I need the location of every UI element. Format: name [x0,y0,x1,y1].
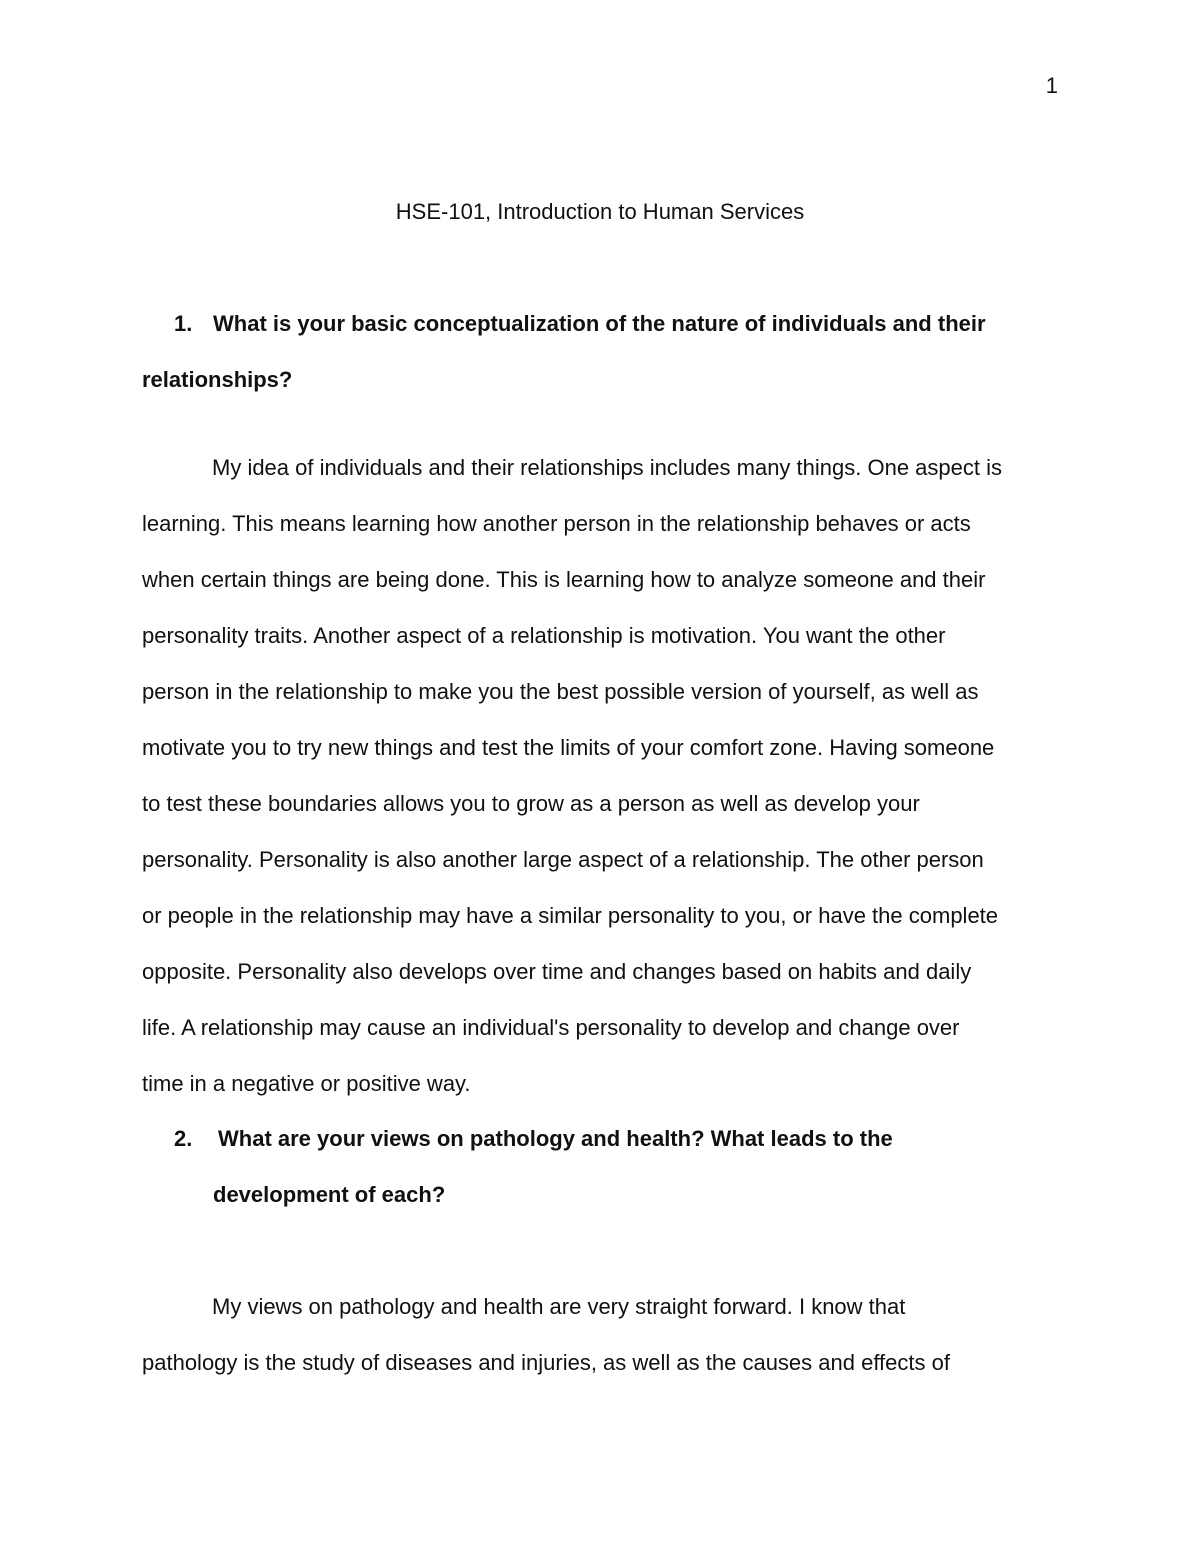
question-1-number: 1. [174,311,193,336]
question-2-number: 2. [174,1126,193,1151]
document-title: HSE-101, Introduction to Human Services [395,199,805,224]
question-1-line-1: What is your basic conceptualization of the nature of individuals and their [213,311,986,336]
answer-1-line: when certain things are being done. This is learning how to analyze someone and their [142,567,986,592]
answer-1-line: opposite. Personality also develops over time and changes based on habits and daily [142,959,972,984]
answer-1-line: learning. This means learning how another person in the relationship behaves or acts [142,511,971,536]
answer-1-line: personality. Personality is also another large aspect of a relationship. The other person [142,847,984,872]
answer-2-line: My views on pathology and health are very straight forward. I know that [212,1294,906,1319]
question-2-line-2: development of each? [213,1182,446,1207]
answer-1-line: or people in the relationship may have a similar personality to you, or have the complete [142,903,999,928]
answer-1-line: motivate you to try new things and test the limits of your comfort zone. Having someone [142,735,995,760]
answer-1-line: My idea of individuals and their relationships includes many things. One aspect is [212,455,1002,480]
answer-1-line: time in a negative or positive way. [142,1071,471,1096]
answer-1-line: personality traits. Another aspect of a relationship is motivation. You want the other [142,623,946,648]
answer-2-line: pathology is the study of diseases and injuries, as well as the causes and effects of [142,1350,950,1375]
question-1-line-2: relationships? [142,367,293,392]
question-2-line-1: What are your views on pathology and health? What leads to the [218,1126,893,1151]
answer-1-line: life. A relationship may cause an individual's personality to develop and change over [142,1015,960,1040]
answer-1-line: person in the relationship to make you the best possible version of yourself, as well as [142,679,979,704]
answer-1-line: to test these boundaries allows you to grow as a person as well as develop your [142,791,920,816]
page-number: 1 [1045,73,1058,98]
